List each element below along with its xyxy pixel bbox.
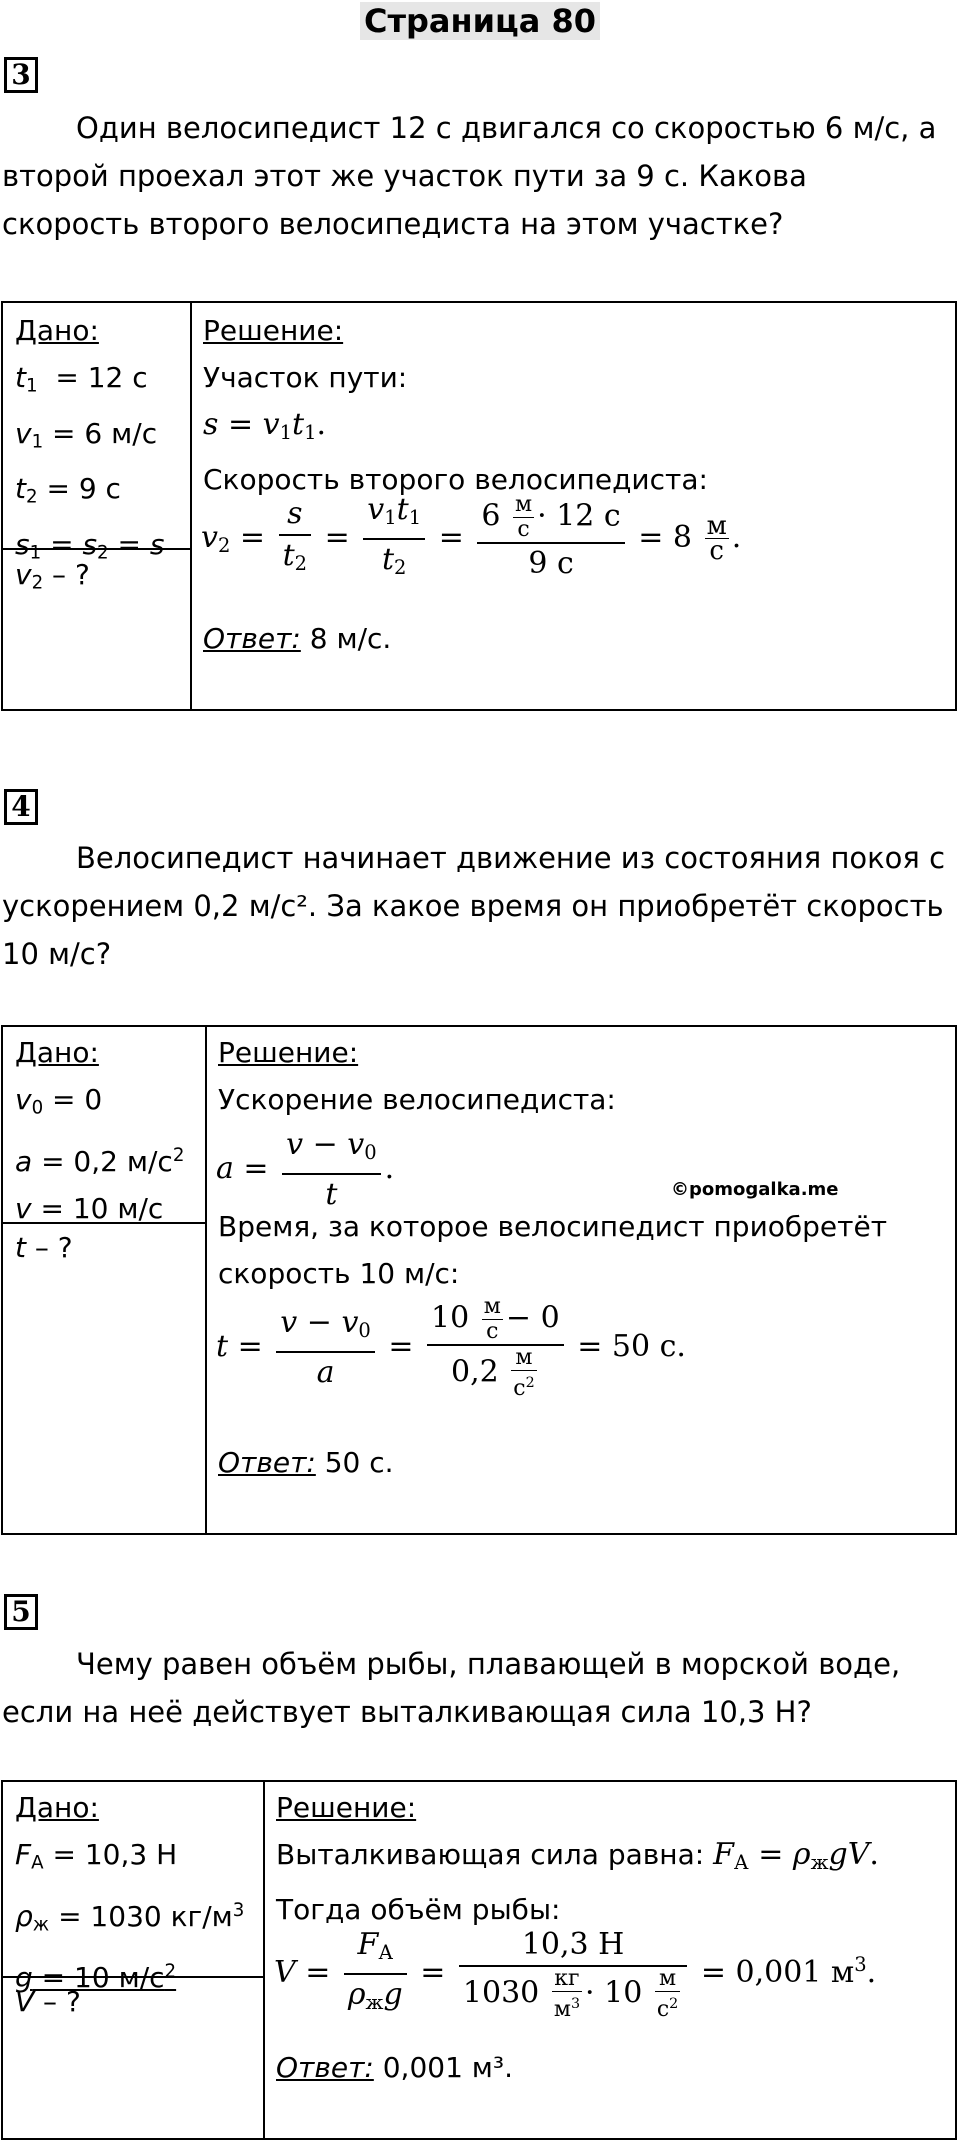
answer-label: Ответ: [276,2051,374,2084]
page-title [0,2,960,40]
formula-fa-line [276,1831,879,1886]
formula-a: a = $\frac{v - v_0}{t}$ . [216,1127,395,1212]
table-divider [263,1782,265,2138]
solution-text [218,1203,887,1297]
given-header: Дано: [15,314,99,347]
answer-value: 50 с. [324,1446,394,1479]
solution-line: Скорость второго велосипедиста: [203,462,708,496]
solution-block [218,1029,616,1123]
answer-value: 0,001 м³. [382,2051,514,2084]
given-header: Дано: [15,1791,99,1824]
problem-3-table [1,301,957,711]
table-divider [205,1027,207,1533]
formula-t: t = $\frac{v - v_0}{a}$ = 10 м с − 0 0,2 м $с^2$ = 50 с. [216,1294,686,1401]
problem-number-3: 3 [4,57,38,93]
solution-line: скорость 10 м/с: [218,1257,460,1290]
solution-line: Тогда объём рыбы: [276,1892,561,1926]
answer-line [276,2044,513,2091]
answer-line [218,1439,394,1486]
formula-v2: $v_2$ = $\frac{s}{t_2}$ = $\frac{v_1t_1}{t_2}$ = 6 м с · 12 с 9 с = 8 м с . [201,492,742,582]
given-v1: $v_1 = 6$ м/с [15,416,158,453]
solution-line: Выталкивающая сила равна: [276,1838,705,1871]
given-fa: $F_А = 10,3$ Н [15,1838,178,1874]
given-s: $s_1 = s_2 = s$ [15,527,165,564]
table-divider [190,303,192,709]
given-t1: $t_1 = 12$ с [15,361,148,397]
problem-4-table [1,1025,957,1535]
watermark: ©pomogalka.me [671,1179,839,1200]
formula-s: $s = v_1t_1$. [203,407,327,444]
find-t: t – ? [15,1231,73,1264]
given-block [15,1029,184,1232]
solution-header: Решение: [276,1791,417,1824]
formula-v: V = $\frac{F_А}{\rho_жg}$ = 10,3 Н 1030 кг $м^3$ · 10 м $с^2$ = 0,001 $м^3$. [274,1927,877,2023]
problem-3-text: Один велосипедист 12 с двигался со скоростью 6 м/с, а второй проехал этот же участок пути за 9 с. Какова скорость второго велосипедиста на этом участке? [2,111,937,241]
page-title-text: Страница 80 [360,2,600,40]
given-a: a = 0,2 $м/с^2$ [15,1144,185,1178]
problem-5-text: Чему равен объём рыбы, плавающей в морской воде, если на неё действует выталкивающая сила 10,3 Н? [2,1647,901,1729]
given-t2: $t_2 = 9$ с [15,472,121,508]
solution-header: Решение: [218,1036,359,1069]
problem-5-table [1,1780,957,2140]
given-v0: $v_0 = 0$ [15,1083,103,1119]
given-block [15,1784,244,2001]
given-header: Дано: [15,1036,99,1069]
solution-line: Ускорение велосипедиста: [218,1083,616,1116]
given-v: v = 10 м/с [15,1191,164,1225]
given-block [15,307,164,576]
problem-number-4: 4 [4,789,38,825]
problem-4-text: Велосипедист начинает движение из состояния покоя с ускорением 0,2 м/с². За какое время он приобретёт скорость 10 м/с? [2,841,946,971]
solution-line: Время, за которое велосипедист приобретёт [218,1210,888,1243]
formula-fa: $F_А = \rho_жgV$. [713,1837,879,1874]
given-g: g = 10 $м/с^2$ [15,1961,177,1995]
answer-line [203,615,391,662]
find-v: V – ? [15,1985,81,2018]
solution-header: Решение: [203,314,344,347]
answer-label: Ответ: [218,1446,316,1479]
answer-value: 8 м/с. [309,622,392,655]
given-rho: $\rho_ж = 1030$ $кг/м^3$ [15,1899,245,1936]
answer-label: Ответ: [203,622,301,655]
solution-block [203,307,708,503]
solution-line: Участок пути: [203,361,408,394]
find-v2: $v_2$ – ? [15,558,90,594]
solution-block [276,1784,879,1933]
problem-number-5: 5 [4,1594,38,1630]
